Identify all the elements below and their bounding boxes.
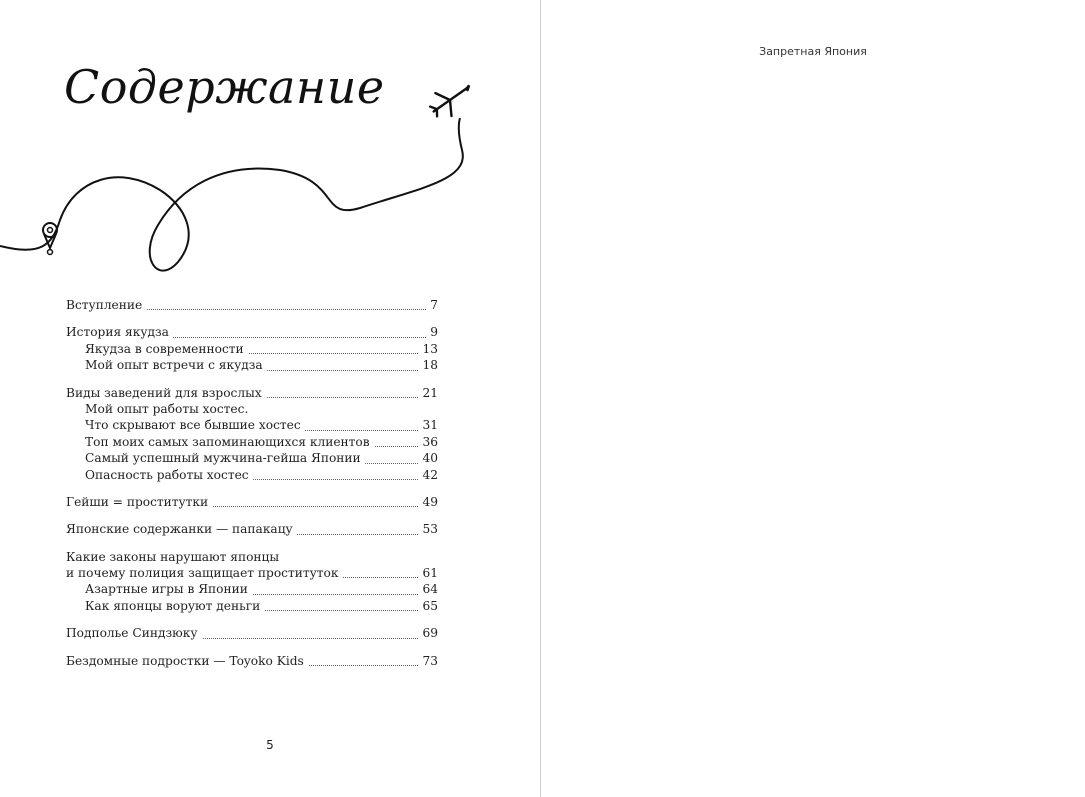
toc-entry-page: 61: [418, 565, 438, 581]
toc-entry[interactable]: [66, 297, 438, 313]
toc-entry-title: Якудза в современности: [66, 341, 248, 357]
toc-entry-page: 53: [418, 521, 438, 537]
toc-entry[interactable]: [66, 549, 438, 565]
toc-entry-title: и почему полиция защищает проституток: [66, 565, 342, 581]
toc-entry-page: 73: [418, 653, 438, 669]
toc-entry-title: Вступление: [66, 297, 146, 313]
table-of-contents-left: [66, 297, 438, 669]
flight-path-icon: [0, 118, 463, 271]
toc-entry-title: Азартные игры в Японии: [66, 581, 252, 597]
toc-entry[interactable]: [66, 625, 438, 641]
toc-entry[interactable]: [66, 341, 438, 357]
toc-entry-page: 40: [418, 450, 438, 466]
toc-entry-title: Виды заведений для взрослых: [66, 385, 266, 401]
toc-entry[interactable]: [66, 565, 438, 581]
airplane-icon: [426, 75, 478, 123]
toc-entry-title: Мой опыт работы хостес.: [66, 401, 252, 417]
toc-entry-title: Бездомные подростки — Toyoko Kids: [66, 653, 308, 669]
toc-entry[interactable]: [66, 598, 438, 614]
toc-entry-page: 36: [418, 434, 438, 450]
toc-entry-title: Гейши = проститутки: [66, 494, 212, 510]
toc-entry-page: 42: [418, 467, 438, 483]
toc-entry[interactable]: [66, 581, 438, 597]
toc-entry[interactable]: [66, 417, 438, 433]
toc-entry-title: Мой опыт встречи с якудза: [66, 357, 267, 373]
toc-entry-page: 49: [418, 494, 438, 510]
toc-entry[interactable]: [66, 521, 438, 537]
toc-entry[interactable]: [66, 434, 438, 450]
toc-entry-title: Подполье Синдзюку: [66, 625, 202, 641]
toc-entry-page: 7: [426, 297, 438, 313]
page-title: Содержание: [64, 60, 385, 114]
toc-entry[interactable]: [66, 401, 438, 417]
airplane-trail-illustration: [0, 70, 540, 280]
toc-entry-title: Самый успешный мужчина-гейша Японии: [66, 450, 365, 466]
left-page: [0, 0, 540, 797]
running-head: Запретная Япония: [759, 45, 867, 58]
toc-entry-page: 9: [426, 324, 438, 340]
right-page: [541, 0, 1085, 797]
toc-entry-page: 13: [418, 341, 438, 357]
toc-entry[interactable]: [66, 385, 438, 401]
toc-entry[interactable]: [66, 324, 438, 340]
toc-entry-title: История якудза: [66, 324, 173, 340]
toc-entry[interactable]: [66, 357, 438, 373]
toc-entry-title: Опасность работы хостес: [66, 467, 253, 483]
toc-entry-title: Топ моих самых запоминающихся клиентов: [66, 434, 374, 450]
toc-entry-page: 65: [418, 598, 438, 614]
toc-entry-title: Японские содержанки — папакацу: [66, 521, 297, 537]
toc-entry-title: Что скрывают все бывшие хостес: [66, 417, 305, 433]
toc-entry-page: 64: [418, 581, 438, 597]
toc-entry-title: Какие законы нарушают японцы: [66, 549, 283, 565]
toc-entry-page: 31: [418, 417, 438, 433]
toc-entry-page: 18: [418, 357, 438, 373]
toc-entry[interactable]: [66, 467, 438, 483]
toc-entry-title: Как японцы воруют деньги: [66, 598, 264, 614]
toc-entry-page: 21: [418, 385, 438, 401]
toc-entry[interactable]: [66, 653, 438, 669]
toc-entry[interactable]: [66, 450, 438, 466]
toc-entry-page: 69: [418, 625, 438, 641]
page-number: 5: [266, 738, 274, 752]
toc-entry[interactable]: [66, 494, 438, 510]
